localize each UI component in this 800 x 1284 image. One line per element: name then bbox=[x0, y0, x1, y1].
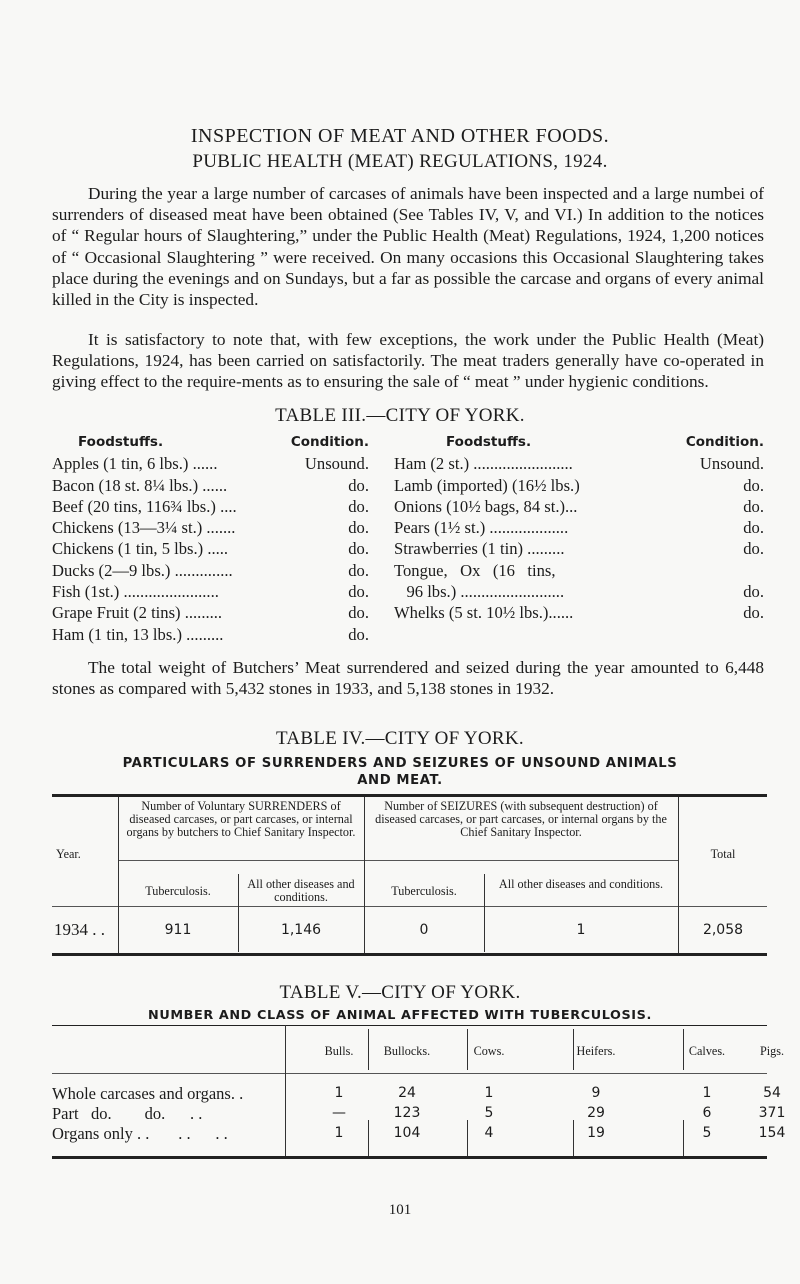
paragraph-text: During the year a large number of carcases of animals have been inspected and a large numbei of surrenders of diseased meat have been obtained (See Tables IV, V, and VI.) In addition to the notices of “ Regular hours of Slaughtering,” under the Public Health (Meat) Regulations, 1924, 1,200 notices of “ Occasional Slaughtering ” were received. On many occasions this Occasional Slaughtering takes place during the evenings and on Sundays, but a far as possible the carcase and organs of every animal killed in the City is inspected. bbox=[52, 184, 764, 310]
intro-paragraph-1 bbox=[52, 183, 764, 310]
table5-row-label: Part do. do. . . bbox=[52, 1104, 203, 1123]
table4-sub-tb-seizures: Tuberculosis. bbox=[391, 884, 457, 898]
table4-col-total: Total bbox=[710, 847, 736, 861]
table3-row bbox=[394, 560, 764, 581]
table3-row bbox=[52, 602, 369, 623]
table3-row bbox=[52, 538, 369, 559]
table4-subtitle-line1: PARTICULARS OF SURRENDERS AND SEIZURES OF UNSOUND ANIMALS bbox=[122, 756, 678, 771]
condition-cell: do. bbox=[348, 560, 369, 580]
table5-cell: 1 bbox=[702, 1085, 712, 1101]
table3-row bbox=[394, 496, 764, 517]
table4-sub-other-seizures: All other diseases and conditions. bbox=[498, 877, 664, 891]
condition-cell: do. bbox=[348, 539, 369, 559]
table3-row bbox=[394, 453, 764, 474]
foodstuff-cell: Strawberries (1 tin) ......... bbox=[394, 539, 565, 559]
table5-cell: 6 bbox=[702, 1105, 712, 1121]
foodstuff-cell: Beef (20 tins, 116¾ lbs.) .... bbox=[52, 496, 237, 516]
condition-cell: do. bbox=[743, 603, 764, 623]
table4-sub-other-surrenders: All other diseases and conditions. bbox=[247, 877, 355, 904]
table4-seiz-other-cell: 1 bbox=[576, 922, 586, 938]
weight-paragraph bbox=[52, 657, 764, 699]
table5-cell: 9 bbox=[591, 1085, 601, 1101]
table5-col-header: Pigs. bbox=[759, 1044, 785, 1058]
foodstuff-cell: Lamb (imported) (16½ lbs.) bbox=[394, 475, 580, 495]
table5-subtitle: NUMBER AND CLASS OF ANIMAL AFFECTED WITH TUBERCULOSIS. bbox=[148, 1008, 652, 1023]
table4-surr-other-cell: 1,146 bbox=[280, 922, 322, 938]
condition-cell: do. bbox=[743, 582, 764, 602]
condition-cell: do. bbox=[743, 539, 764, 559]
table5-cell: 24 bbox=[398, 1085, 416, 1101]
table4-col-seizures: Number of SEIZURES (with subsequent destruction) of diseased carcases, or part carcases, or internal organs by the Chief Sanitary Inspector. bbox=[375, 799, 667, 839]
table5-cell: — bbox=[332, 1105, 346, 1121]
table5-cell: 104 bbox=[393, 1125, 421, 1141]
table4-sub-tb-surrenders: Tuberculosis. bbox=[145, 884, 211, 898]
table5-cell: 371 bbox=[758, 1105, 786, 1121]
foodstuff-cell: Onions (10½ bags, 84 st.)... bbox=[394, 496, 578, 516]
table3-row bbox=[52, 560, 369, 581]
page-number: 101 bbox=[388, 1202, 412, 1218]
table3-row bbox=[52, 517, 369, 538]
table3-row bbox=[394, 602, 764, 623]
foodstuff-cell: Fish (1st.) ....................... bbox=[52, 582, 219, 602]
foodstuff-cell: Bacon (18 st. 8¼ lbs.) ...... bbox=[52, 475, 228, 495]
paragraph-text: The total weight of Butchers’ Meat surrendered and seized during the year amounted to 6,448 stones as compared with 5,432 stones in 1933, and 5,138 stones in 1932. bbox=[52, 658, 764, 699]
table4-surr-tb-cell: 911 bbox=[164, 922, 192, 938]
table5-cell: 4 bbox=[484, 1125, 494, 1141]
table5-col-header: Bullocks. bbox=[383, 1044, 431, 1058]
table5-cell: 1 bbox=[334, 1085, 344, 1101]
table3-row bbox=[52, 453, 369, 474]
table3-row bbox=[52, 475, 369, 496]
table5-cell: 19 bbox=[587, 1125, 605, 1141]
foodstuff-cell: Ham (2 st.) ........................ bbox=[394, 454, 573, 474]
table4 bbox=[52, 794, 767, 956]
table3-row bbox=[394, 517, 764, 538]
intro-paragraph-2 bbox=[52, 329, 764, 393]
table5-cell: 1 bbox=[484, 1085, 494, 1101]
condition-cell: do. bbox=[348, 624, 369, 644]
table3-row bbox=[394, 581, 764, 602]
table5-col-header: Cows. bbox=[473, 1044, 505, 1058]
table3-right-header bbox=[394, 432, 764, 453]
page-title: INSPECTION OF MEAT AND OTHER FOODS. bbox=[190, 125, 610, 147]
table3-row bbox=[52, 581, 369, 602]
condition-cell: Unsound. bbox=[699, 454, 764, 474]
table5-col-header: Heifers. bbox=[576, 1044, 616, 1058]
table4-title: TABLE IV.—CITY OF YORK. bbox=[276, 728, 524, 749]
table4-subtitle-line2: AND MEAT. bbox=[357, 773, 443, 788]
table3-row bbox=[52, 496, 369, 517]
table3-right-column bbox=[394, 432, 764, 624]
foodstuff-cell: Apples (1 tin, 6 lbs.) ...... bbox=[52, 454, 218, 474]
foodstuff-cell: Ham (1 tin, 13 lbs.) ......... bbox=[52, 624, 224, 644]
table5-cell: 29 bbox=[587, 1105, 605, 1121]
table5-row-label: Whole carcases and organs. . bbox=[52, 1084, 244, 1103]
foodstuff-cell: Chickens (1 tin, 5 lbs.) ..... bbox=[52, 539, 229, 559]
condition-cell: do. bbox=[348, 496, 369, 516]
foodstuff-cell: Tongue, Ox (16 tins, bbox=[394, 560, 556, 580]
table5-title: TABLE V.—CITY OF YORK. bbox=[279, 982, 521, 1003]
table3-row bbox=[394, 538, 764, 559]
foodstuff-cell: Ducks (2—9 lbs.) .............. bbox=[52, 560, 233, 580]
foodstuff-cell: Grape Fruit (2 tins) ......... bbox=[52, 603, 223, 623]
table3-row bbox=[52, 624, 369, 645]
table5-col-header: Bulls. bbox=[324, 1044, 354, 1058]
table4-year-cell: 1934 . . bbox=[54, 920, 105, 939]
table5-cell: 54 bbox=[763, 1085, 781, 1101]
table5-cell: 1 bbox=[334, 1125, 344, 1141]
page-subtitle: PUBLIC HEALTH (MEAT) REGULATIONS, 1924. bbox=[192, 151, 608, 172]
foodstuff-cell: Whelks (5 st. 10½ lbs.)...... bbox=[394, 603, 574, 623]
header-condition: Condition. bbox=[290, 434, 369, 450]
table5-cell: 154 bbox=[758, 1125, 786, 1141]
header-foodstuffs: Foodstuffs. bbox=[78, 434, 164, 450]
table4-total-cell: 2,058 bbox=[702, 922, 744, 938]
condition-cell: Unsound. bbox=[304, 454, 369, 474]
table5 bbox=[52, 1025, 786, 1160]
table5-row-label: Organs only . . . . . . bbox=[52, 1124, 228, 1143]
condition-cell: do. bbox=[743, 518, 764, 538]
header-foodstuffs: Foodstuffs. bbox=[446, 434, 532, 450]
condition-cell: do. bbox=[348, 518, 369, 538]
paragraph-text: It is satisfactory to note that, with few exceptions, the work under the Public Health (Meat) Regulations, 1924, has been carried on satisfactorily. The meat traders generally have co-operated in giving effect to the require-ments as to ensuring the sale of “ meat ” under hygienic conditions. bbox=[52, 330, 764, 392]
table3-row bbox=[394, 475, 764, 496]
table4-seiz-tb-cell: 0 bbox=[419, 922, 429, 938]
table3-left-header bbox=[52, 432, 369, 453]
table3-left-column bbox=[52, 432, 369, 645]
condition-cell: do. bbox=[348, 603, 369, 623]
table5-col-header: Calves. bbox=[688, 1044, 726, 1058]
foodstuff-cell: 96 lbs.) ......................... bbox=[394, 582, 565, 602]
condition-cell: do. bbox=[348, 475, 369, 495]
header-condition: Condition. bbox=[685, 434, 764, 450]
condition-cell: do. bbox=[743, 496, 764, 516]
table4-col-surrenders: Number of Voluntary SURRENDERS of diseased carcases, or part carcases, or internal organs by butchers to Chief Sanitary Inspector. bbox=[126, 799, 356, 839]
condition-cell: do. bbox=[743, 475, 764, 495]
foodstuff-cell: Pears (1½ st.) ................... bbox=[394, 518, 569, 538]
table5-cell: 123 bbox=[393, 1105, 421, 1121]
table3-title: TABLE III.—CITY OF YORK. bbox=[275, 405, 525, 426]
condition-cell: do. bbox=[348, 582, 369, 602]
table5-cell: 5 bbox=[484, 1105, 494, 1121]
table5-cell: 5 bbox=[702, 1125, 712, 1141]
table4-col-year: Year. bbox=[56, 847, 81, 861]
foodstuff-cell: Chickens (13—3¼ st.) ....... bbox=[52, 518, 236, 538]
